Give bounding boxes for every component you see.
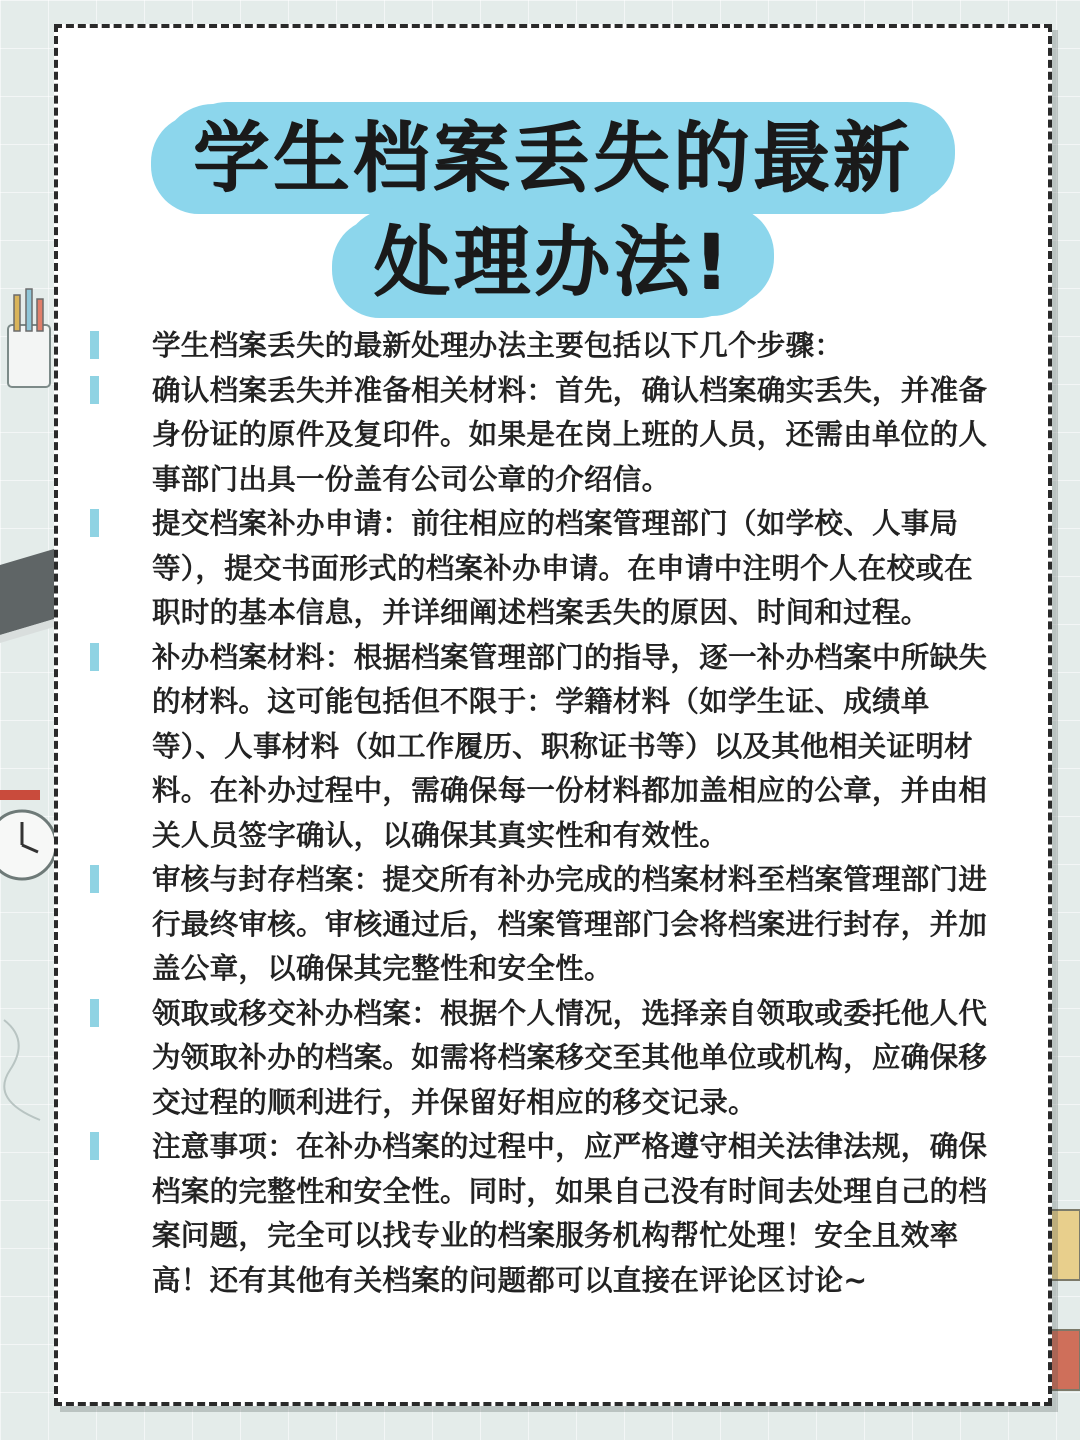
doodle-lines <box>0 1000 56 1140</box>
pencil-cup-illustration <box>0 285 56 395</box>
bullet-bar <box>90 376 99 404</box>
intro-text: 学生档案丢失的最新处理办法主要包括以下几个步骤： <box>152 329 844 362</box>
step-submit-application <box>86 502 996 636</box>
bullet-bar <box>90 1132 99 1160</box>
step-confirm-loss <box>86 369 996 503</box>
page-title-line2: 处理办法! <box>373 217 733 306</box>
step-text: 确认档案丢失并准备相关材料：首先，确认档案确实丢失，并准备身份证的原件及复印件。如果是在岗上班的人员，还需由单位的人事部门出具一份盖有公司公章的介绍信。 <box>152 373 988 496</box>
intro-paragraph <box>86 324 996 369</box>
book-illustration <box>0 545 56 645</box>
title-highlight-line1 <box>165 108 941 208</box>
bullet-bar <box>90 509 99 537</box>
step-text: 注意事项：在补办档案的过程中，应严格遵守相关法律法规，确保档案的完整性和安全性。同时，如果自己没有时间去处理自己的档案问题，完全可以找专业的档案服务机构帮忙处理！安全且效率高！还有其他有关档案的问题都可以直接在评论区讨论~ <box>152 1130 988 1297</box>
step-text: 提交档案补办申请：前往相应的档案管理部门（如学校、人事局等），提交书面形式的档案补办申请。在申请中注明个人在校或在职时的基本信息，并详细阐述档案丢失的原因、时间和过程。 <box>152 507 973 629</box>
bullet-bar <box>90 865 99 893</box>
step-collect-transfer <box>86 992 996 1126</box>
step-reissue-materials <box>86 636 996 859</box>
bullet-bar <box>90 643 99 671</box>
step-text: 领取或移交补办档案：根据个人情况，选择亲自领取或委托他人代为领取补办的档案。如需将档案移交至其他单位或机构，应确保移交过程的顺利进行，并保留好相应的移交记录。 <box>152 996 988 1119</box>
step-notes <box>86 1125 996 1303</box>
steps-list <box>86 324 996 1303</box>
bullet-bar <box>90 999 99 1027</box>
clock-icon <box>0 790 56 900</box>
step-text: 审核与封存档案：提交所有补办完成的档案材料至档案管理部门进行最终审核。审核通过后，档案管理部门会将档案进行封存，并加盖公章，以确保其完整性和安全性。 <box>152 863 988 985</box>
title-highlight-line2 <box>346 212 761 312</box>
bullet-bar <box>90 331 99 359</box>
title-block <box>58 108 1048 312</box>
step-text: 补办档案材料：根据档案管理部门的指导，逐一补办档案中所缺失的材料。这可能包括但不限于：学籍材料（如学生证、成绩单等）、人事材料（如工作履历、职称证书等）以及其他相关证明材料。在补办过程中，需确保每一份材料都加盖相应的公章，并由相关人员签字确认，以确保其真实性和有效性。 <box>152 640 988 852</box>
page-title-line1: 学生档案丢失的最新 <box>193 113 913 202</box>
step-review-seal <box>86 858 996 992</box>
content-card <box>54 24 1052 1406</box>
